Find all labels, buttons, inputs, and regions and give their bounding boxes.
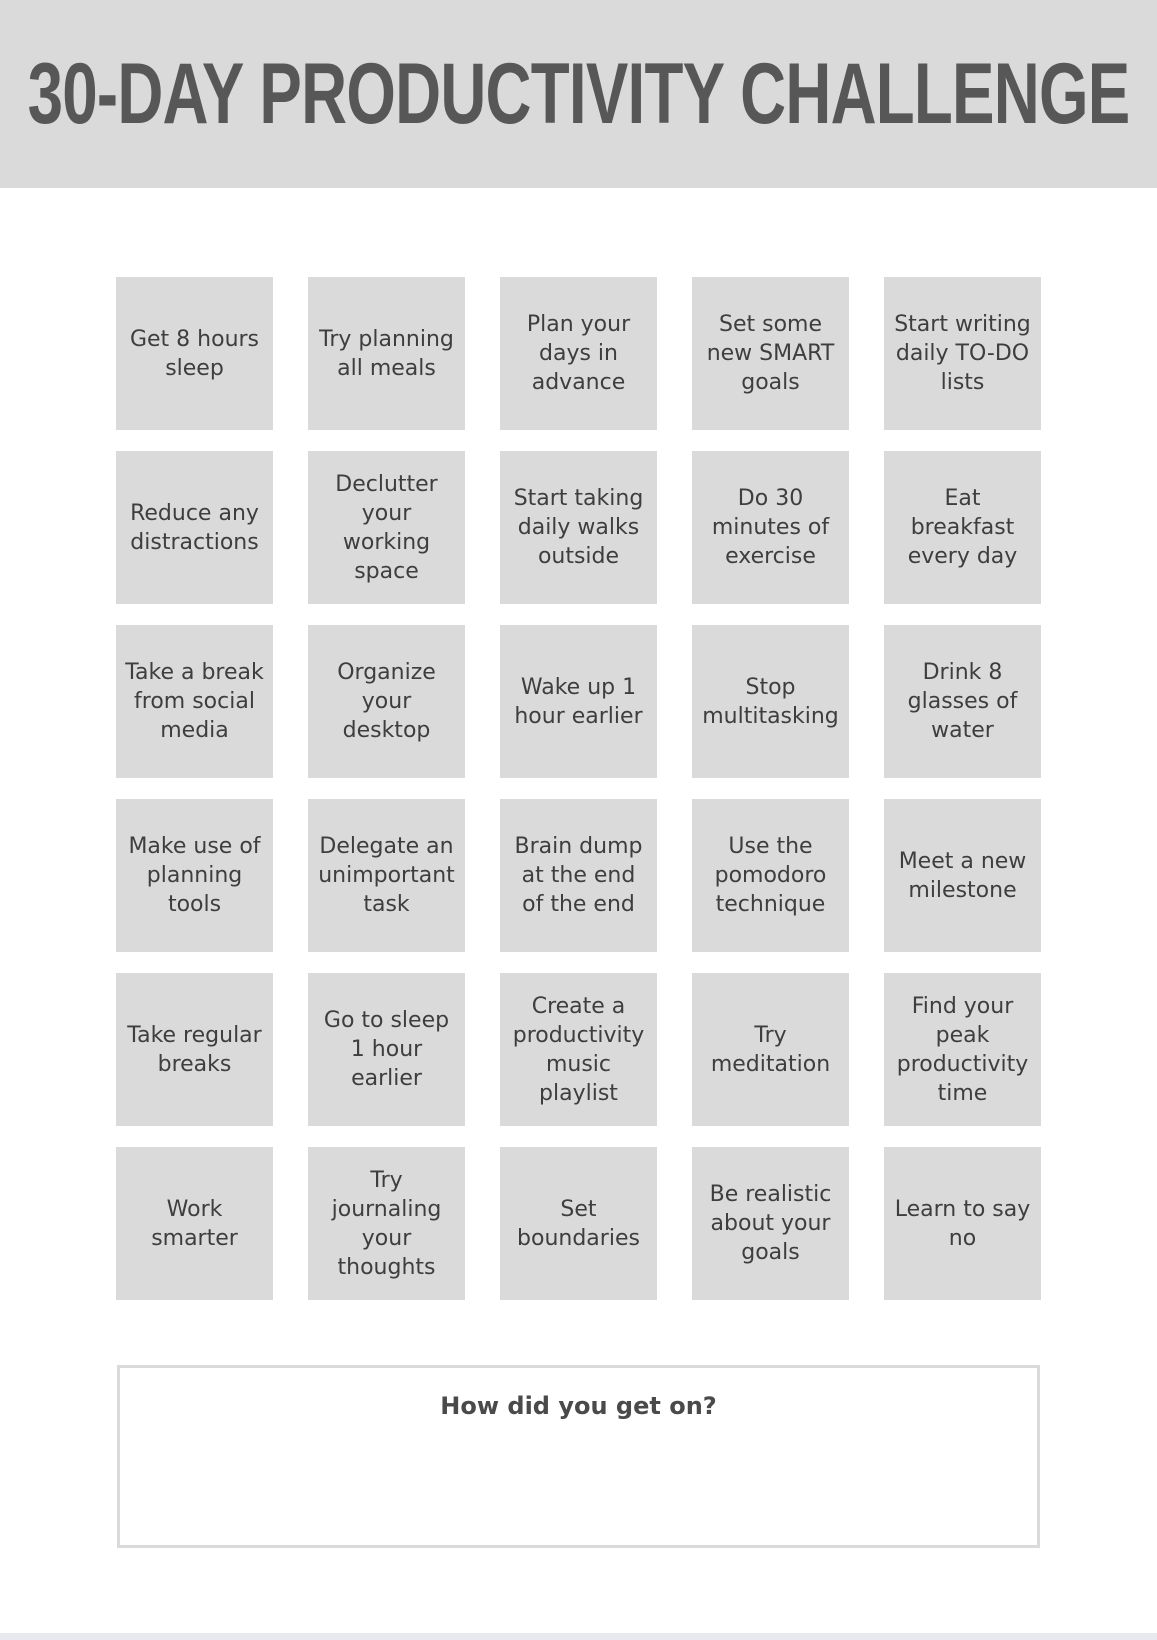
challenge-card: [116, 277, 273, 430]
challenge-text: Do 30 minutes of exercise: [711, 486, 830, 569]
challenge-text: Take a break from social media: [125, 660, 264, 743]
challenge-text: Work smarter: [151, 1196, 238, 1251]
challenge-card: [308, 277, 465, 430]
challenge-card: [884, 625, 1041, 778]
challenge-card: [692, 1147, 849, 1300]
page-title: 30-DAY PRODUCTIVITY CHALLENGE: [27, 46, 1130, 142]
challenge-card: [116, 973, 273, 1126]
challenge-card: [500, 973, 657, 1126]
challenge-card: [308, 973, 465, 1126]
challenge-text: Try planning all meals: [319, 326, 454, 381]
challenge-text: Create a productivity music playlist: [512, 993, 645, 1106]
challenge-text: Go to sleep 1 hour earlier: [323, 1008, 450, 1091]
challenge-card: [884, 451, 1041, 604]
challenge-card: [884, 973, 1041, 1126]
challenge-text: Declutter your working space: [335, 471, 438, 584]
challenge-grid: [116, 277, 1040, 1300]
challenge-text: Use the pomodoro technique: [714, 834, 827, 917]
challenge-text: Set boundaries: [517, 1196, 640, 1251]
challenge-text: Find your peak productivity time: [896, 993, 1029, 1106]
challenge-text: Reduce any distractions: [130, 500, 259, 555]
challenge-card: [116, 1147, 273, 1300]
challenge-card: [116, 799, 273, 952]
challenge-text: Be realistic about your goals: [709, 1182, 832, 1265]
challenge-text: Eat breakfast every day: [907, 486, 1018, 569]
challenge-card: [308, 625, 465, 778]
challenge-text: Make use of planning tools: [128, 834, 261, 917]
challenge-card: [500, 1147, 657, 1300]
challenge-card: [116, 451, 273, 604]
challenge-card: [692, 451, 849, 604]
bottom-strip: [0, 1633, 1157, 1640]
feedback-title: How did you get on?: [440, 1392, 717, 1420]
challenge-text: Plan your days in advance: [526, 312, 631, 395]
challenge-card: [884, 1147, 1041, 1300]
challenge-card: [692, 625, 849, 778]
challenge-card: [692, 277, 849, 430]
challenge-text: Start taking daily walks outside: [513, 486, 644, 569]
challenge-card: [884, 799, 1041, 952]
page-header: [0, 0, 1157, 188]
challenge-text: Take regular breaks: [127, 1022, 262, 1077]
challenge-card: [884, 277, 1041, 430]
challenge-text: Delegate an unimportant task: [318, 834, 455, 917]
challenge-text: Set some new SMART goals: [706, 312, 835, 395]
feedback-box[interactable]: [117, 1365, 1040, 1548]
challenge-card: [500, 277, 657, 430]
challenge-text: Wake up 1 hour earlier: [514, 674, 643, 729]
challenge-card: [116, 625, 273, 778]
challenge-card: [500, 625, 657, 778]
challenge-card: [308, 799, 465, 952]
challenge-text: Brain dump at the end of the end: [514, 834, 643, 917]
challenge-card: [692, 799, 849, 952]
challenge-text: Drink 8 glasses of water: [907, 660, 1018, 743]
challenge-text: Try journaling your thoughts: [331, 1167, 442, 1280]
challenge-text: Meet a new milestone: [898, 848, 1027, 903]
challenge-card: [692, 973, 849, 1126]
challenge-card: [500, 451, 657, 604]
challenge-card: [308, 451, 465, 604]
challenge-text: Get 8 hours sleep: [129, 326, 260, 381]
challenge-text: Learn to say no: [894, 1196, 1031, 1251]
challenge-card: [500, 799, 657, 952]
challenge-text: Organize your desktop: [337, 660, 436, 743]
challenge-text: Try meditation: [710, 1022, 831, 1077]
challenge-text: Stop multitasking: [702, 674, 839, 729]
challenge-text: Start writing daily TO-DO lists: [894, 312, 1031, 395]
challenge-card: [308, 1147, 465, 1300]
